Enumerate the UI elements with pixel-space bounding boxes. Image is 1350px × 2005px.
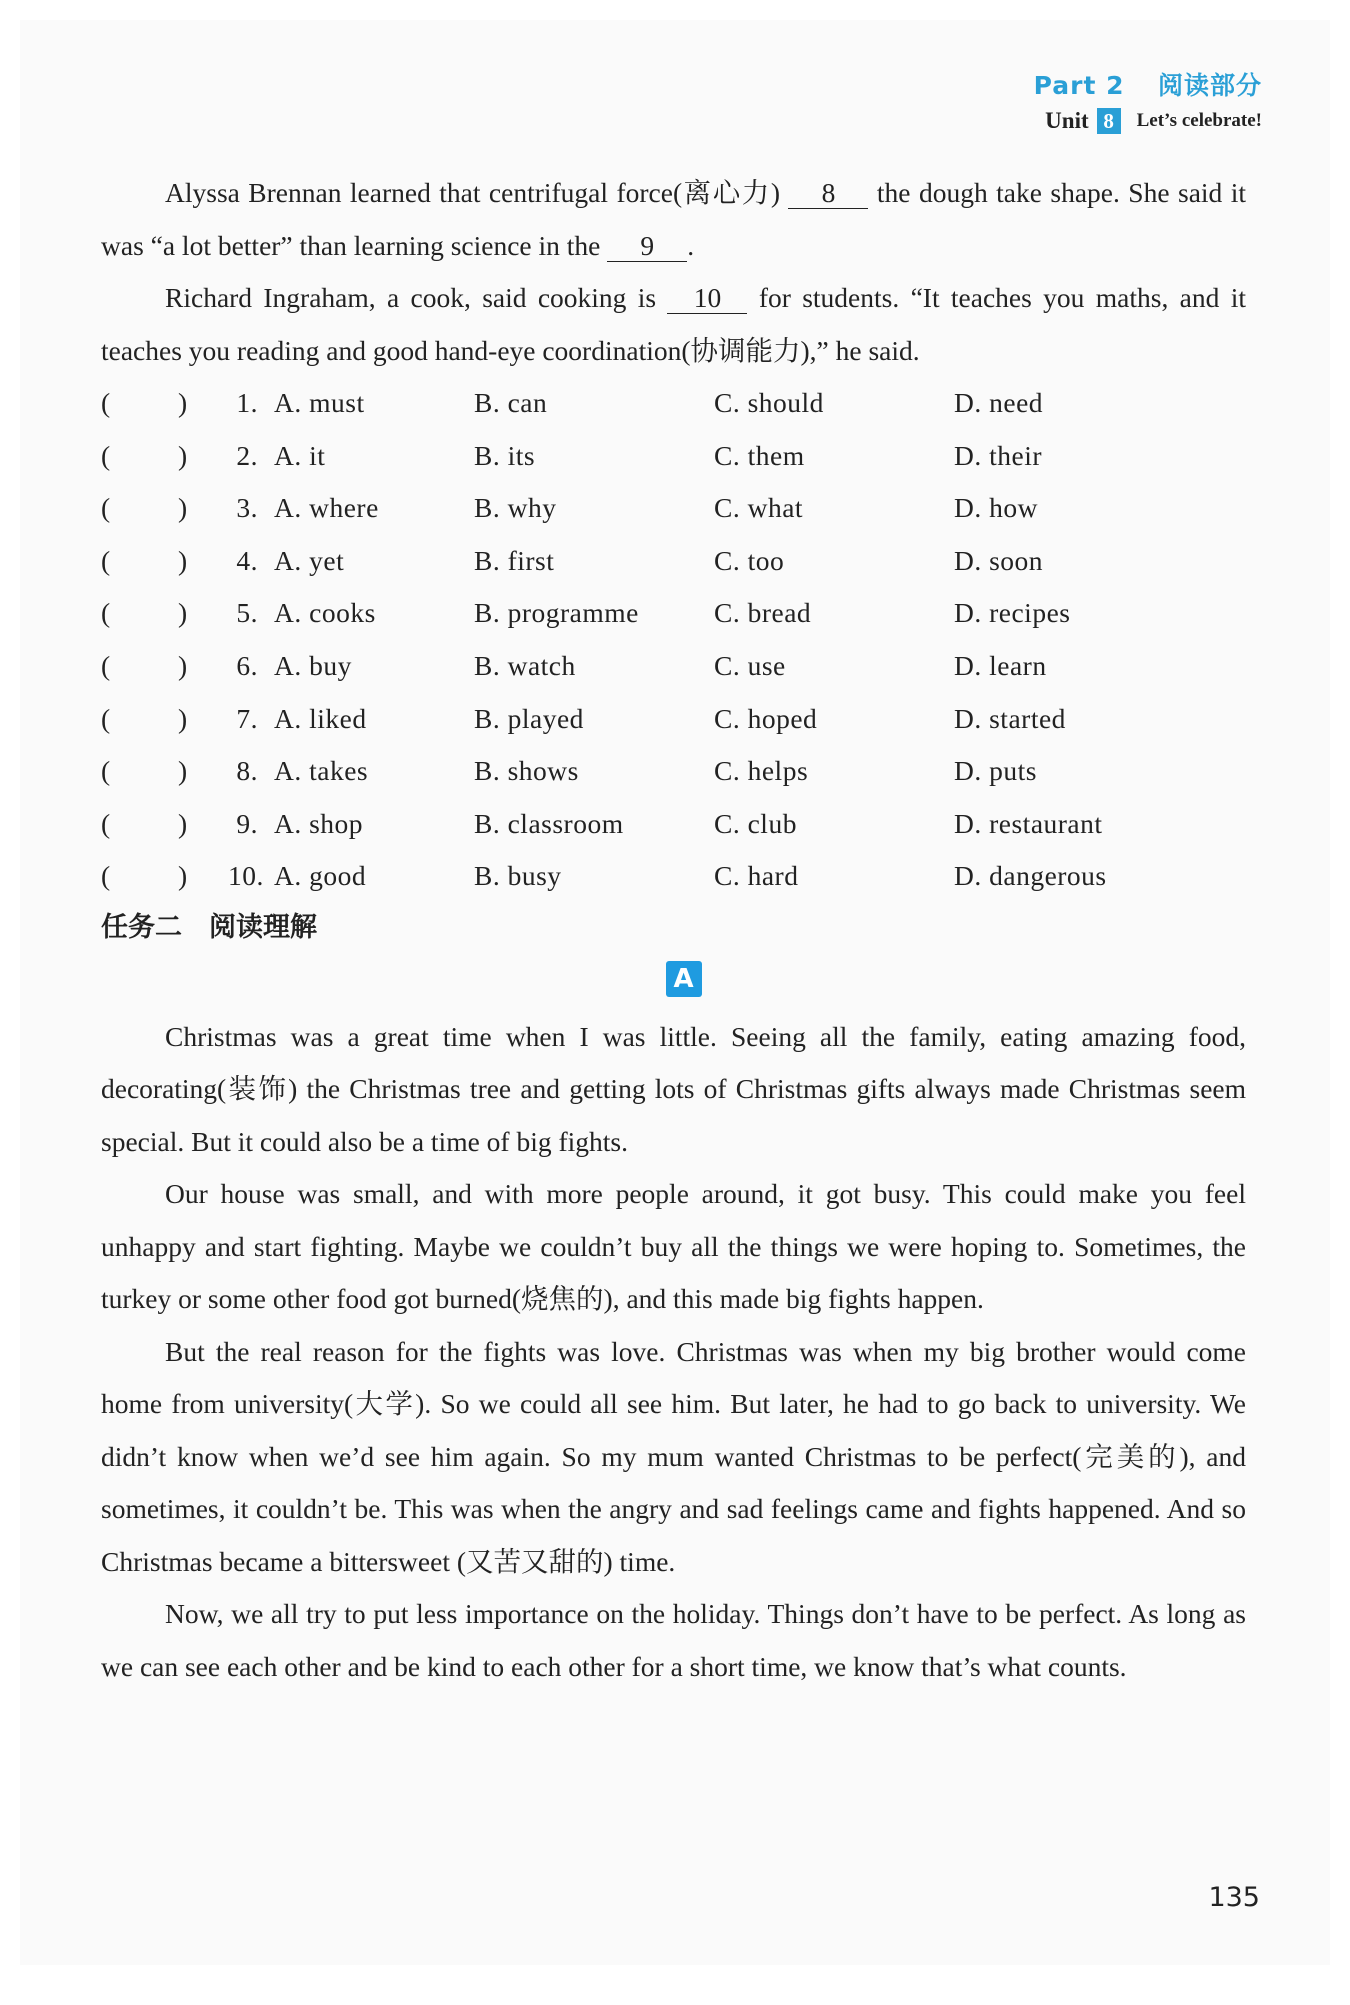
option-b: B. why (474, 492, 557, 524)
option-d: D. their (954, 439, 1043, 471)
answer-bracket[interactable]: ( ) (101, 755, 188, 787)
cloze-paragraph-1 (101, 167, 1246, 272)
question-row (101, 377, 1246, 430)
question-row (101, 482, 1246, 535)
passage-label-row (101, 961, 1246, 1001)
unit-word: Unit (1045, 108, 1089, 133)
question-number: 6. (236, 649, 258, 681)
cloze-p1-text-1: Alyssa Brennan learned that centrifugal force(离心力) (165, 177, 781, 208)
answer-bracket[interactable]: ( ) (101, 807, 188, 839)
main-content (101, 167, 1246, 1693)
question-number: 4. (236, 544, 258, 576)
option-d: D. puts (954, 755, 1037, 787)
answer-bracket[interactable]: ( ) (101, 544, 188, 576)
option-a: A. buy (274, 649, 352, 681)
option-b: B. its (474, 439, 536, 471)
option-b: B. classroom (474, 807, 624, 839)
question-number: 2. (236, 439, 258, 471)
cloze-p2-text-1: Richard Ingraham, a cook, said cooking is (165, 282, 657, 313)
question-row (101, 798, 1246, 851)
passage-paragraph: But the real reason for the fights was love. Christmas was when my big brother would come home from university(大学). So we could all see him. But later, he had to go back to university. We didn’t know when we’d see him again. So my mum wanted Christmas to be perfect(完美的), and sometimes, it couldn’t be. This was when the angry and sad feelings came and fights happened. And so Christmas became a bittersweet (又苦又甜的) time. (101, 1335, 1246, 1577)
option-a: A. takes (274, 755, 369, 787)
answer-bracket[interactable]: ( ) (101, 387, 188, 418)
question-number: 3. (236, 492, 258, 524)
option-d: D. how (954, 492, 1038, 524)
option-c: C. too (714, 544, 785, 576)
option-b: B. busy (474, 860, 562, 892)
header-section: 阅读部分 (1157, 71, 1262, 100)
answer-bracket[interactable]: ( ) (101, 702, 188, 734)
question-row (101, 693, 1246, 746)
reading-passage (101, 1011, 1246, 1694)
question-number: 1. (236, 387, 258, 418)
header-part: Part 2 (1033, 71, 1125, 100)
passage-paragraph: Our house was small, and with more people around, it got busy. This could make you feel unhappy and start fighting. Maybe we couldn’t buy all the things we were hoping to. Sometimes, the turkey or some other food got burned(烧焦的), and this made big fights happen. (101, 1178, 1246, 1315)
blank-8: 8 (788, 178, 868, 209)
blank-9: 9 (607, 231, 687, 262)
option-a: A. liked (274, 702, 367, 734)
option-c: C. what (714, 492, 804, 524)
option-b: B. watch (474, 649, 576, 681)
page-number: 135 (1208, 1882, 1260, 1913)
question-number: 7. (236, 702, 258, 734)
blank-10: 10 (667, 283, 747, 314)
option-a: A. good (274, 860, 367, 892)
cloze-p1-text-2: the dough take shape. She said it was “a lot better” than learning science in the (101, 177, 1247, 261)
answer-bracket[interactable]: ( ) (101, 439, 188, 471)
passage-paragraph: Now, we all try to put less importance on the holiday. Things don’t have to be perfect. As long as we can see each other and be kind to each other for a short time, we know that’s what counts. (101, 1598, 1246, 1682)
passage-paragraph: Christmas was a great time when I was little. Seeing all the family, eating amazing food, decorating(装饰) the Christmas tree and getting lots of Christmas gifts always made Christmas seem special. But it could also be a time of big fights. (101, 1020, 1246, 1157)
option-a: A. where (274, 492, 379, 524)
question-row (101, 745, 1246, 798)
question-list (101, 377, 1246, 903)
option-d: D. started (954, 702, 1066, 734)
option-c: C. bread (714, 597, 812, 629)
option-a: A. cooks (274, 597, 376, 629)
question-number: 5. (236, 597, 258, 629)
question-row (101, 587, 1246, 640)
option-b: B. shows (474, 755, 579, 787)
question-row (101, 640, 1246, 693)
option-b: B. programme (474, 597, 639, 629)
question-number: 8. (236, 755, 258, 787)
cloze-p2-text-2: for students. “It teaches you maths, and it teaches you reading and good hand-eye coordination(协调能力),” he said. (101, 282, 1246, 366)
option-a: A. yet (274, 544, 345, 576)
option-d: D. need (954, 387, 1044, 418)
task-heading: 任务二 阅读理解 (101, 911, 317, 943)
option-b: B. first (474, 544, 555, 576)
question-row (101, 850, 1246, 903)
option-c: C. use (714, 649, 786, 681)
unit-number-badge: 8 (1097, 108, 1121, 134)
workbook-page (20, 20, 1330, 1965)
header-unit (1045, 108, 1262, 134)
option-a: A. it (274, 439, 326, 471)
option-a: A. must (274, 387, 365, 418)
question-row (101, 430, 1246, 483)
option-d: D. restaurant (954, 807, 1103, 839)
header-part-title (1034, 66, 1262, 102)
option-c: C. helps (714, 755, 809, 787)
option-d: D. dangerous (954, 860, 1107, 892)
option-c: C. hard (714, 860, 799, 892)
answer-bracket[interactable]: ( ) (101, 860, 188, 892)
option-c: C. club (714, 807, 797, 839)
option-c: C. hoped (714, 702, 818, 734)
option-d: D. learn (954, 649, 1047, 681)
option-b: B. played (474, 702, 584, 734)
answer-bracket[interactable]: ( ) (101, 597, 188, 629)
option-d: D. soon (954, 544, 1044, 576)
cloze-paragraph-2 (101, 272, 1246, 377)
option-c: C. should (714, 387, 824, 418)
cloze-p1-text-3: . (687, 229, 695, 261)
passage-label-badge: A (666, 961, 702, 997)
answer-bracket[interactable]: ( ) (101, 649, 188, 681)
option-a: A. shop (274, 807, 364, 839)
question-number: 10. (228, 860, 264, 892)
option-b: B. can (474, 387, 548, 418)
unit-title: Let’s celebrate! (1136, 110, 1262, 131)
question-row (101, 535, 1246, 588)
answer-bracket[interactable]: ( ) (101, 492, 188, 524)
option-d: D. recipes (954, 597, 1071, 629)
option-c: C. them (714, 439, 805, 471)
question-number: 9. (236, 807, 258, 839)
